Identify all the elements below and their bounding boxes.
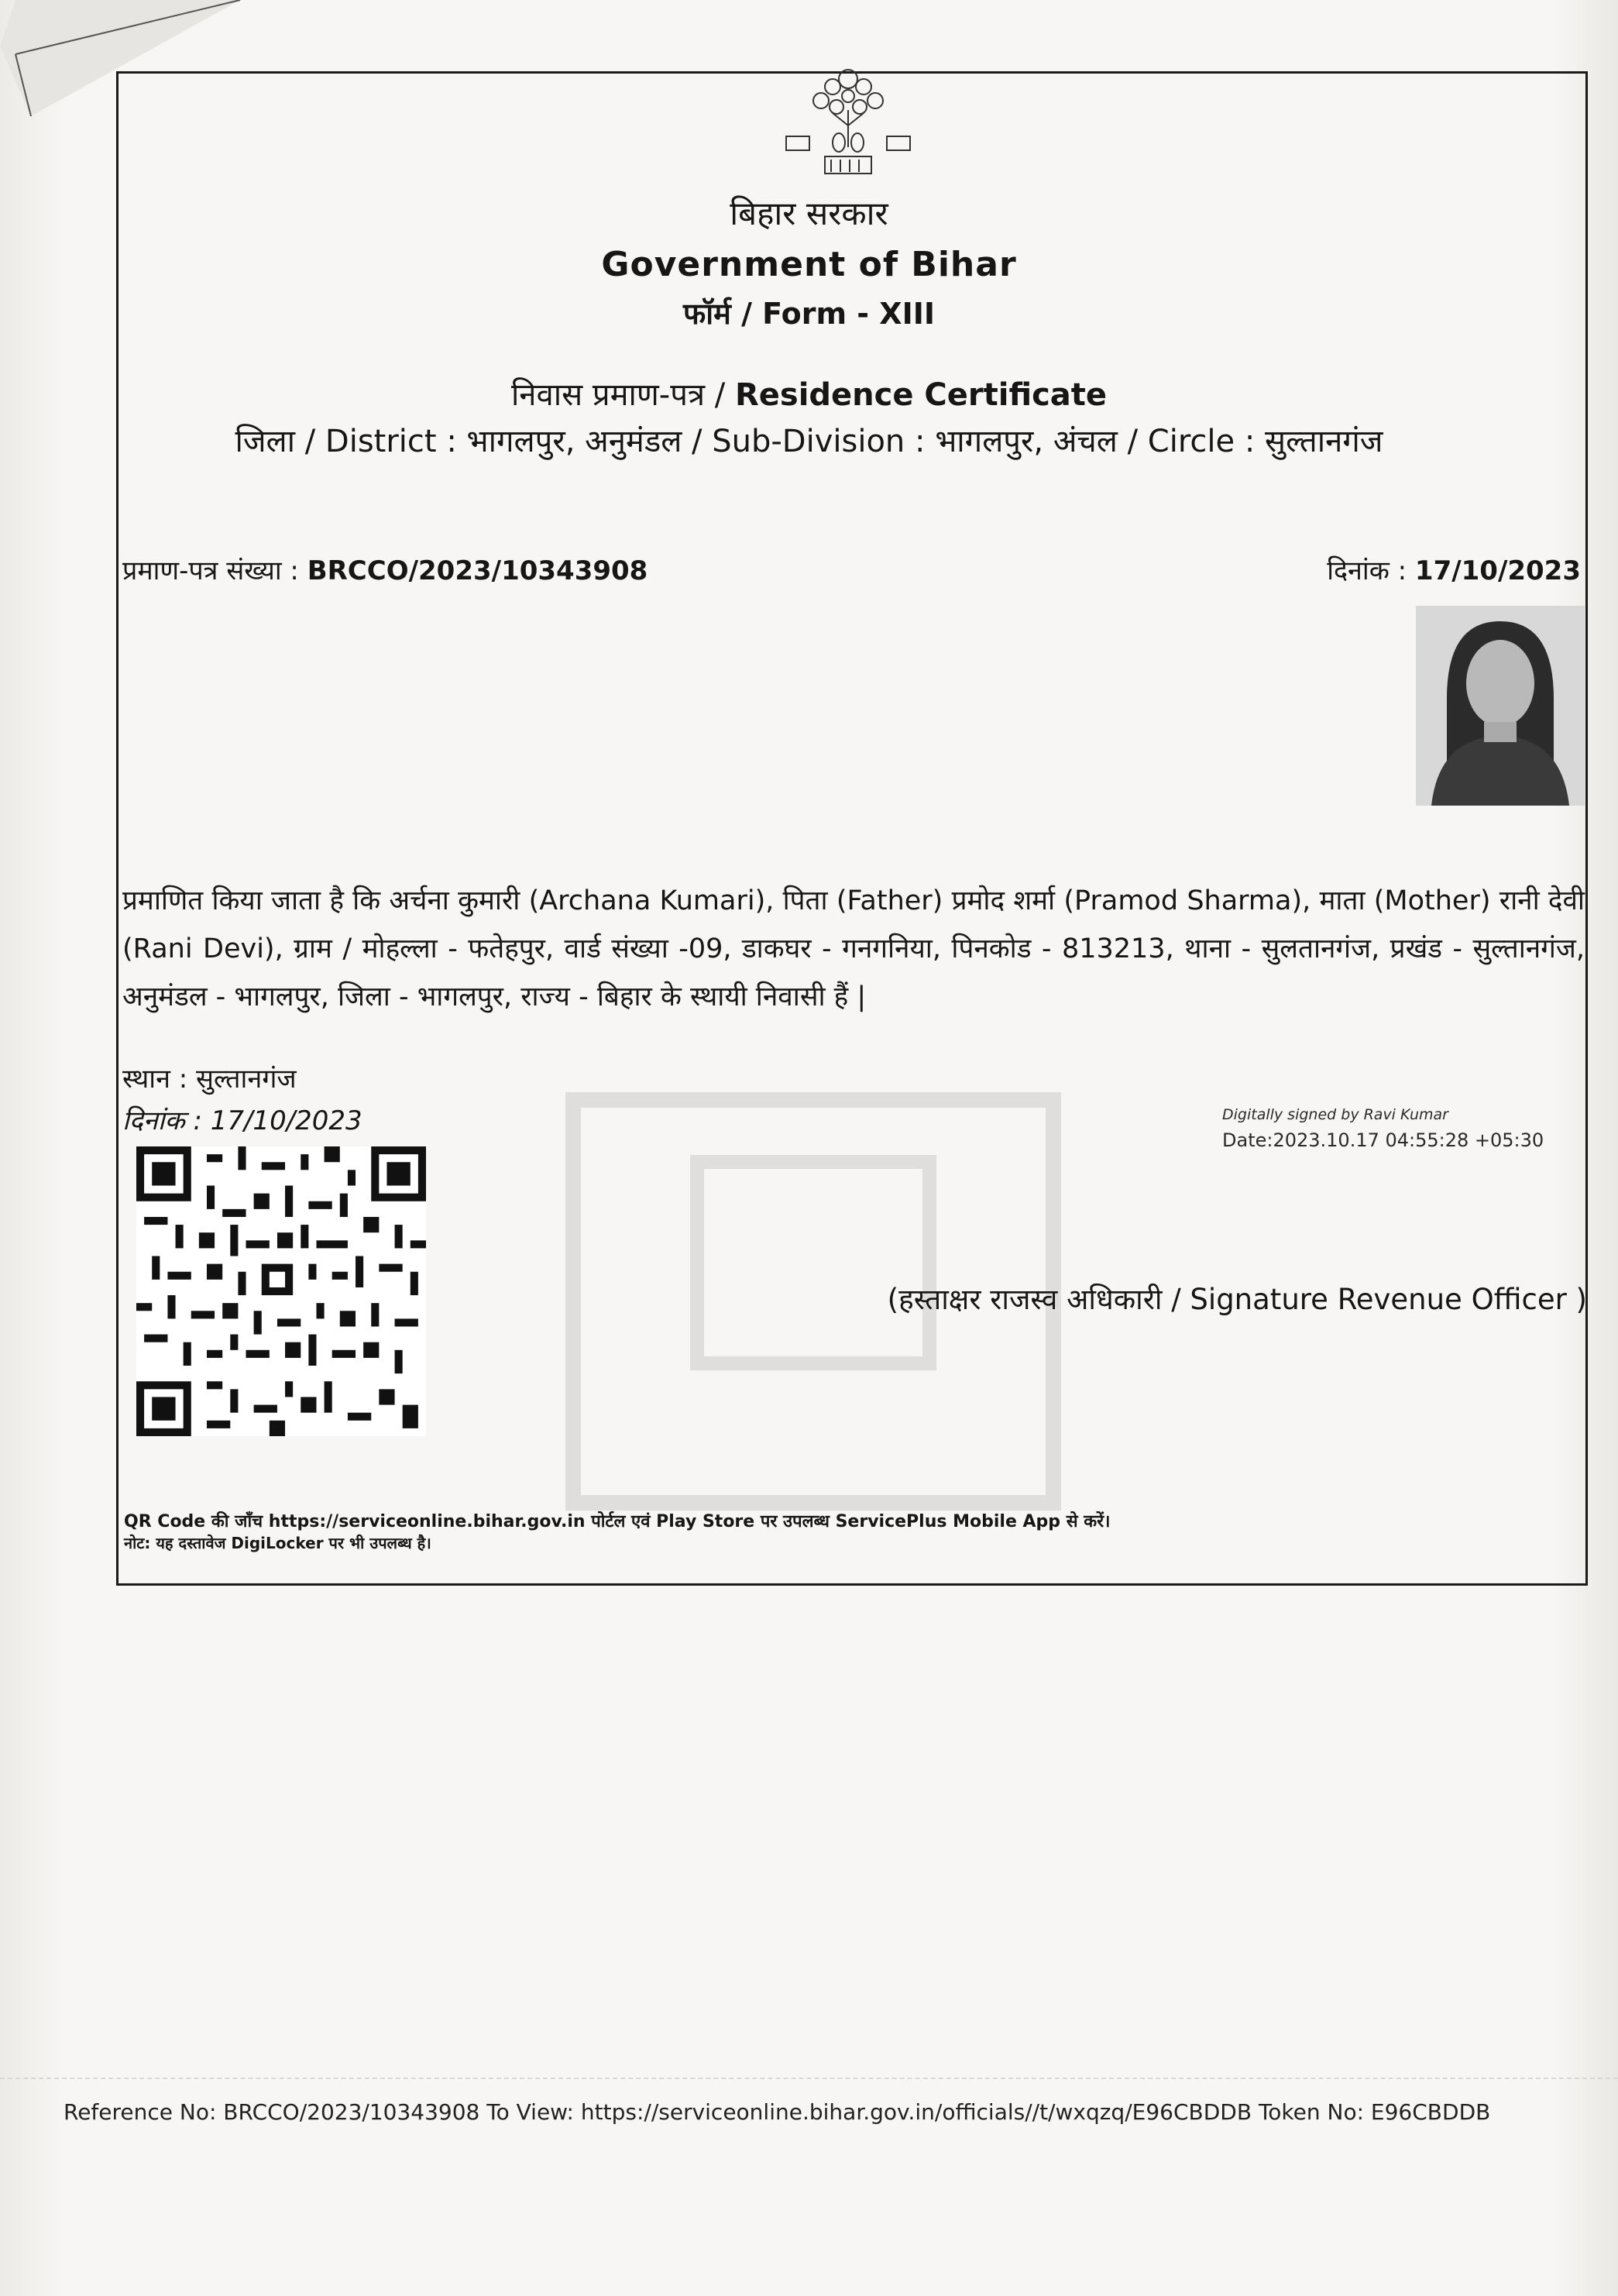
applicant-portrait-icon <box>1416 606 1585 806</box>
district-line: जिला / District : भागलपुर, अनुमंडल / Sub-Division : भागलपुर, अंचल / Circle : सुल्तानगंज <box>235 424 1383 459</box>
certificate-number-value: BRCCO/2023/10343908 <box>307 555 648 586</box>
qr-verification-note: QR Code की जाँच https://serviceonline.bihar.gov.in पोर्टल एवं Play Store पर उपलब्ध ServicePlus Mobile App से करें। <box>124 1512 1111 1531</box>
applicant-photo <box>1416 606 1585 806</box>
signature-label: (हस्ताक्षर राजस्व अधिकारी / Signature Revenue Officer ) <box>887 1283 1587 1316</box>
certificate-number-label: प्रमाण-पत्र संख्या : <box>122 555 307 586</box>
issue-date: दिनांक : 17/10/2023 <box>122 1105 362 1136</box>
digital-signature-by: Digitally signed by Ravi Kumar <box>1222 1106 1448 1123</box>
bihar-emblem-icon <box>778 56 918 187</box>
certificate-title-hindi: निवास प्रमाण-पत्र / <box>510 377 735 413</box>
digital-signature-date: Date:2023.10.17 04:55:28 +05:30 <box>1222 1129 1544 1151</box>
certificate-title <box>0 372 1618 414</box>
footer-reference: Reference No: BRCCO/2023/10343908 To View: https://serviceonline.bihar.gov.in/officials//t/wxqzq/E96CBDDB Token No: E96CBDDB <box>64 2099 1491 2125</box>
certificate-date <box>1327 552 1581 587</box>
certificate-title-english: Residence Certificate <box>734 377 1108 413</box>
certificate-body-text: प्रमाणित किया जाता है कि अर्चना कुमारी (Archana Kumari), पिता (Father) प्रमोद शर्मा (Pramod Sharma), माता (Mother) रानी देवी (Rani Devi), ग्राम / मोहल्ला - फतेहपुर, वार्ड संख्या -09, डाकघर - गनगनिया, पिनकोड - 813213, थाना - सुलतानगंज, प्रखंड - सुल्तानगंज, अनुमंडल - भागलपुर, जिला - भागलपुर, राज्य - बिहार के स्थायी निवासी हैं | <box>122 885 1585 1012</box>
header-government-title: Government of Bihar <box>601 245 1017 284</box>
qr-code-icon <box>136 1146 426 1436</box>
issue-place: स्थान : सुल्तानगंज <box>122 1064 297 1095</box>
certificate-date-value: 17/10/2023 <box>1414 555 1581 586</box>
digilocker-note: नोट: यह दस्तावेज DigiLocker पर भी उपलब्ध है। <box>124 1534 431 1552</box>
footer-divider <box>0 2078 1618 2079</box>
header-hindi-title: बिहार सरकार <box>730 194 888 232</box>
certificate-number <box>122 552 648 587</box>
certificate-date-label: दिनांक : <box>1327 555 1415 586</box>
header-form-number: फॉर्म / Form - XIII <box>682 297 935 331</box>
